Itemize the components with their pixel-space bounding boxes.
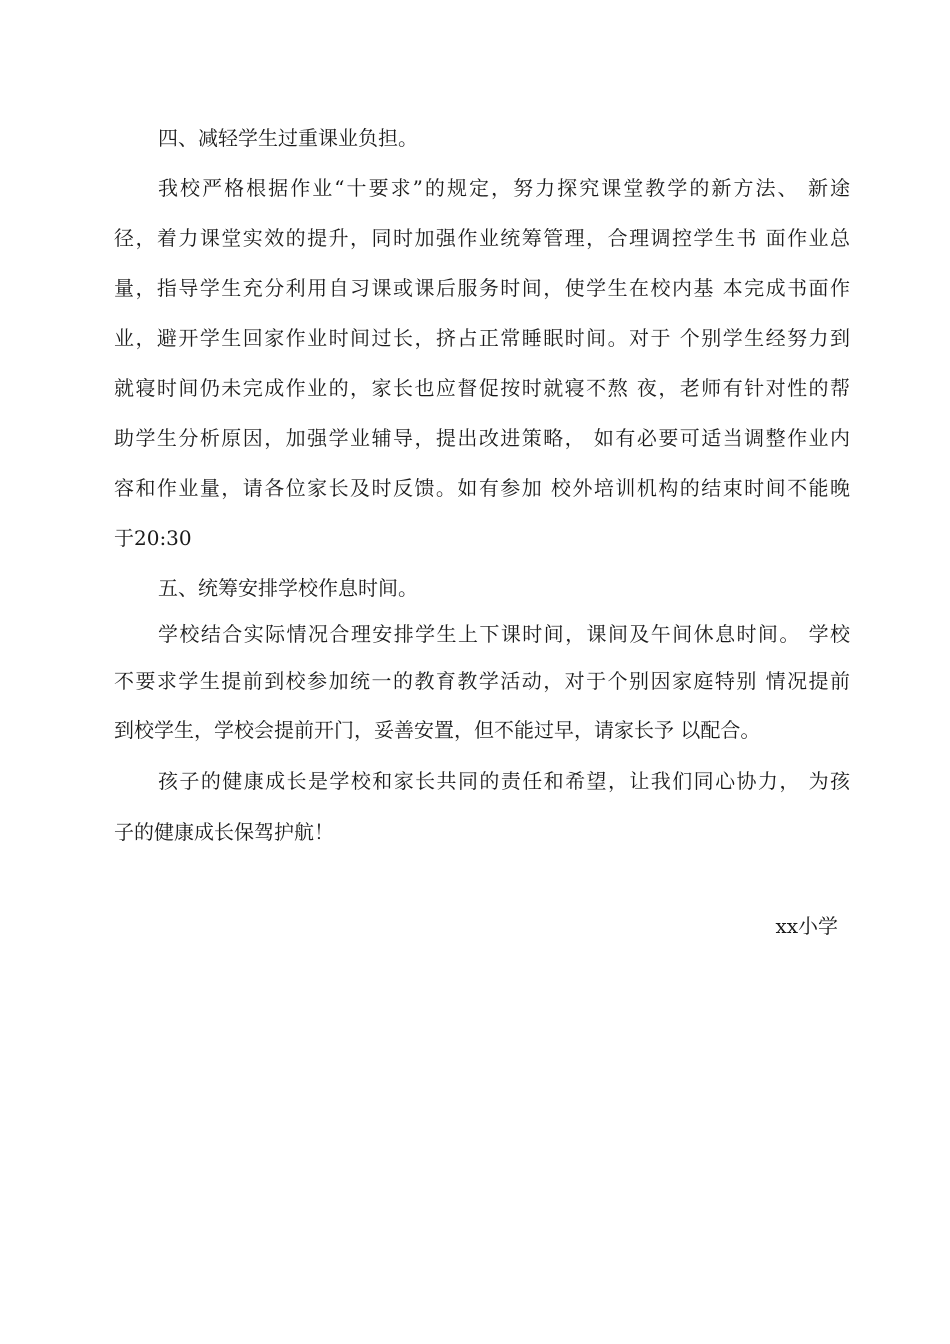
section5-heading: 五、统筹安排学校作息时间。 [158,576,418,600]
closing-line: 孩子的健康成长是学校和家长共同的责任和希望，让我们同心协力， 为孩 [158,769,850,793]
section4-line: 就寝时间仍未完成作业的，家长也应督促按时就寝不熬 夜，老师有针对性的帮 [114,376,850,400]
section4-line: 助学生分析原因，加强学业辅导，提出改进策略， 如有必要可适当调整作业内 [114,426,850,450]
section4-line: 量，指导学生充分利用自习课或课后服务时间，使学生在校内基 本完成书面作 [114,276,850,300]
section4-line: 于20:30 [114,526,192,550]
section4-line: 容和作业量，请各位家长及时反馈。如有参加 校外培训机构的结束时间不能晚 [114,476,850,500]
closing-line: 子的健康成长保驾护航！ [114,820,334,844]
signature: xx小学 [775,914,838,938]
section4-line: 业，避开学生回家作业时间过长，挤占正常睡眠时间。对于 个别学生经努力到 [114,326,850,350]
section4-line: 我校严格根据作业“十要求”的规定，努力探究课堂教学的新方法、 新途 [158,176,850,200]
section4-heading: 四、减轻学生过重课业负担。 [158,126,418,150]
section4-line: 径，着力课堂实效的提升，同时加强作业统筹管理，合理调控学生书 面作业总 [114,226,850,250]
section5-line: 学校结合实际情况合理安排学生上下课时间，课间及午间休息时间。 学校 [158,622,850,646]
section5-line: 不要求学生提前到校参加统一的教育教学活动，对于个别因家庭特别 情况提前 [114,669,850,693]
section5-line: 到校学生，学校会提前开门，妥善安置，但不能过早，请家长予 以配合。 [114,718,761,742]
